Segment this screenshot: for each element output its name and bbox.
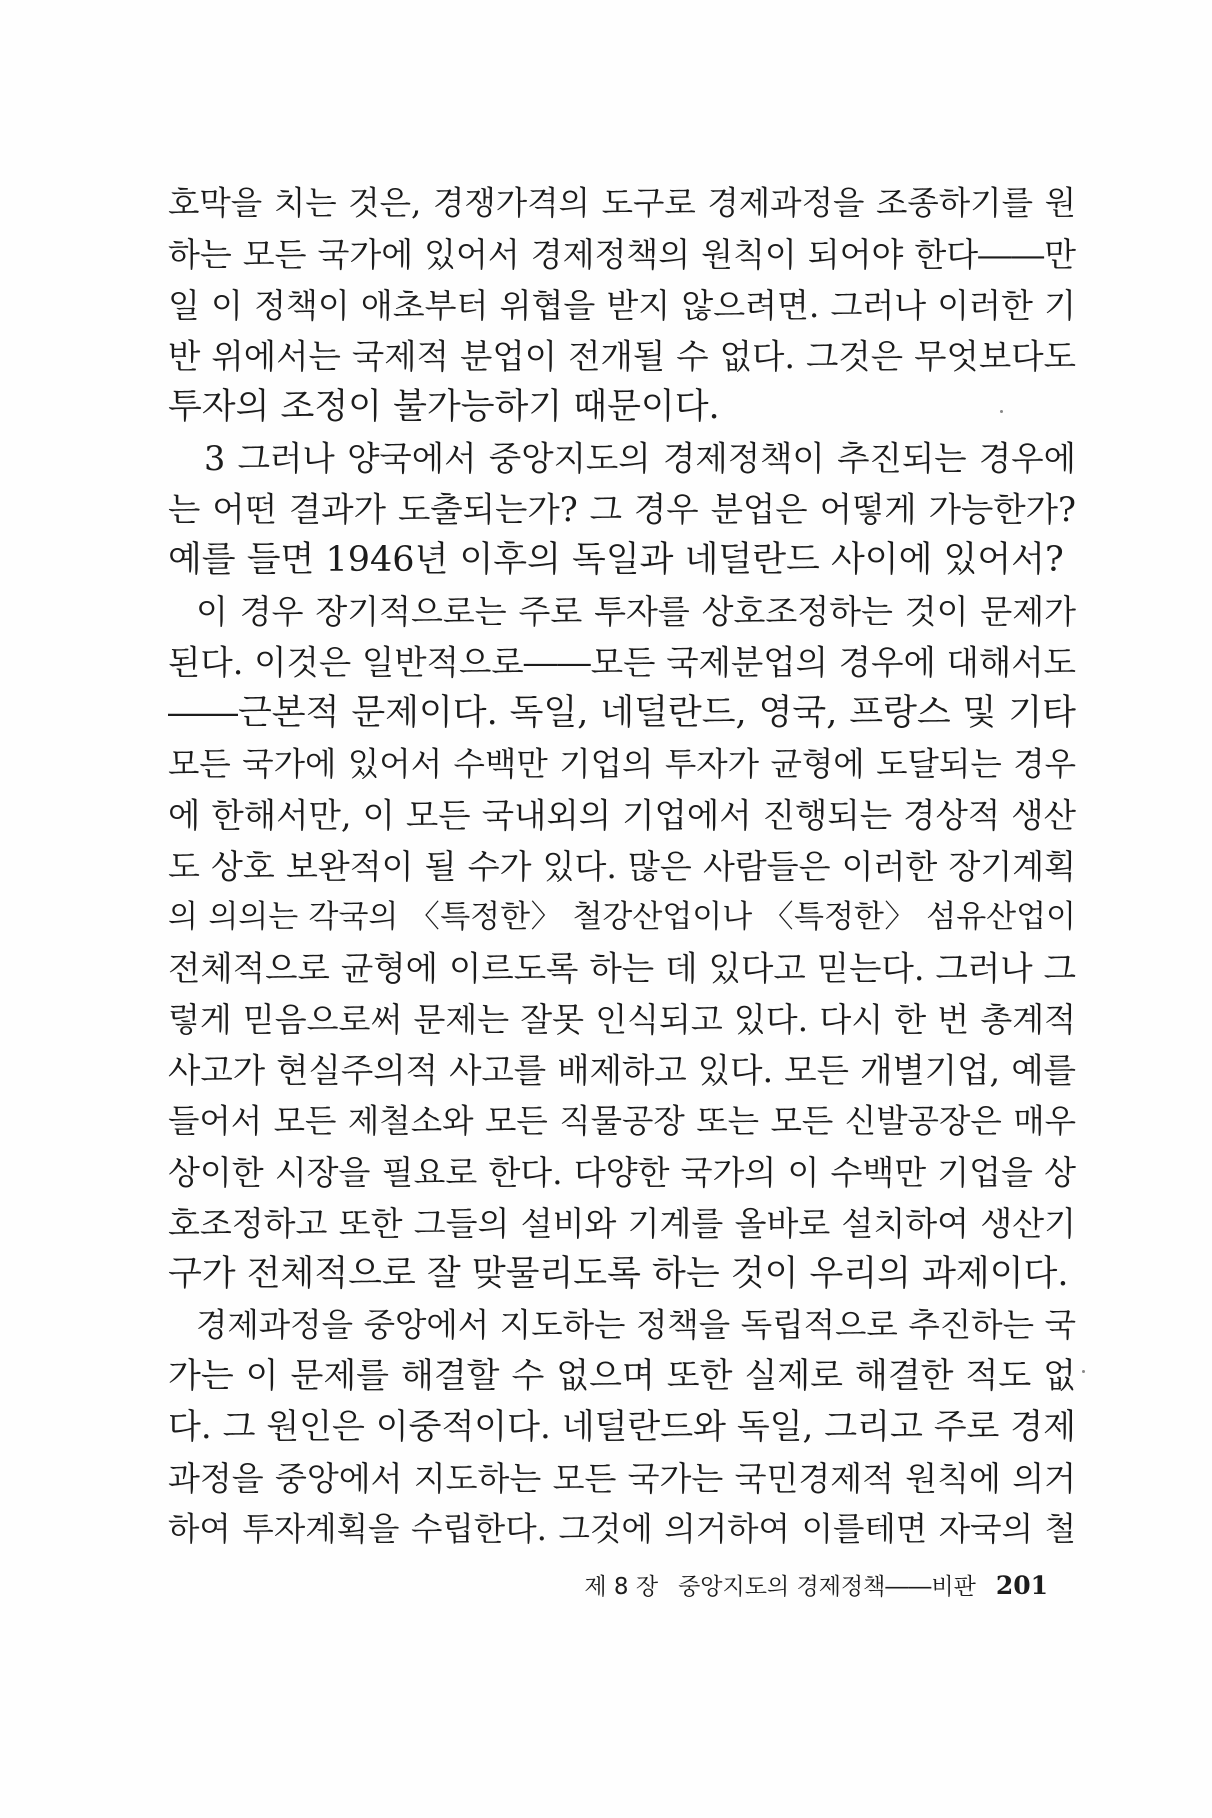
text-line-13: 에 한해서만, 이 모든 국내외의 기업에서 진행되는 경상적 생산 <box>168 796 1076 835</box>
text-line-1: 호막을 치는 것은, 경쟁가격의 도구로 경제과정을 조종하기를 원 <box>168 184 1076 222</box>
text-line-12: 모든 국가에 있어서 수백만 기업의 투자가 균형에 도달되는 경우 <box>168 745 1076 783</box>
text-line-24: 가는 이 문제를 해결할 수 없으며 또한 실제로 해결한 적도 없 <box>168 1356 1076 1396</box>
text-line-25: 다. 그 원인은 이중적이다. 네덜란드와 독일, 그리고 주로 경제 <box>168 1407 1076 1447</box>
text-line-3: 일 이 정책이 애초부터 위협을 받지 않으려면. 그러나 이러한 기 <box>168 286 1076 325</box>
text-line-2: 하는 모든 국가에 있어서 경제정책의 원칙이 되어야 한다――만 <box>168 235 1076 274</box>
scan-speck <box>1000 410 1003 413</box>
text-line-15: 의 의의는 각국의 〈특정한〉 철강산업이나 〈특정한〉 섬유산업이 <box>168 899 1076 935</box>
text-line-5: 투자의 조정이 불가능하기 때문이다. <box>168 387 720 427</box>
text-line-6: 3 그러나 양국에서 중앙지도의 경제정책이 추진되는 경우에 <box>204 439 1076 478</box>
chapter-label: 제 8 장 <box>584 1574 659 1600</box>
scan-speck <box>1082 1370 1085 1373</box>
text-line-18: 사고가 현실주의적 사고를 배제하고 있다. 모든 개별기업, 예를 <box>168 1051 1076 1090</box>
text-line-27: 하여 투자계획을 수립한다. 그것에 의거하여 이를테면 자국의 철 <box>168 1510 1076 1548</box>
page-number: 201 <box>995 1571 1048 1600</box>
text-line-26: 과정을 중앙에서 지도하는 모든 국가는 국민경제적 원칙에 의거 <box>168 1459 1076 1498</box>
text-line-8: 예를 들면 1946년 이후의 독일과 네덜란드 사이에 있어서? <box>168 540 1064 580</box>
body-text <box>168 178 1076 1555</box>
text-line-20: 상이한 시장을 필요로 한다. 다양한 국가의 이 수백만 기업을 상 <box>168 1153 1076 1192</box>
text-line-17: 렇게 믿음으로써 문제는 잘못 인식되고 있다. 다시 한 번 총계적 <box>168 1000 1076 1039</box>
text-line-4: 반 위에서는 국제적 분업이 전개될 수 없다. 그것은 무엇보다도 <box>168 337 1076 376</box>
text-line-23: 경제과정을 중앙에서 지도하는 정책을 독립적으로 추진하는 국 <box>196 1306 1076 1344</box>
text-line-21: 호조정하고 또한 그들의 설비와 기계를 올바로 설치하여 생산기 <box>168 1204 1076 1243</box>
text-line-14: 도 상호 보완적이 될 수가 있다. 많은 사람들은 이러한 장기계획 <box>168 847 1076 886</box>
text-line-9: 이 경우 장기적으로는 주로 투자를 상호조정하는 것이 문제가 <box>196 592 1076 631</box>
text-line-7: 는 어떤 결과가 도출되는가? 그 경우 분업은 어떻게 가능한가? <box>168 490 1076 529</box>
text-line-22: 구가 전체적으로 잘 맞물리도록 하는 것이 우리의 과제이다. <box>168 1254 1069 1294</box>
running-title: 중앙지도의 경제정책――비판 <box>678 1574 976 1600</box>
text-line-11: ――근본적 문제이다. 독일, 네덜란드, 영국, 프랑스 및 기타 <box>168 693 1076 733</box>
text-line-19: 들어서 모든 제철소와 모든 직물공장 또는 모든 신발공장은 매우 <box>168 1102 1076 1140</box>
text-line-16: 전체적으로 균형에 이르도록 하는 데 있다고 믿는다. 그러나 그 <box>168 949 1076 988</box>
text-line-10: 된다. 이것은 일반적으로――모든 국제분업의 경우에 대해서도 <box>168 643 1076 682</box>
running-footer <box>570 1568 1048 1601</box>
